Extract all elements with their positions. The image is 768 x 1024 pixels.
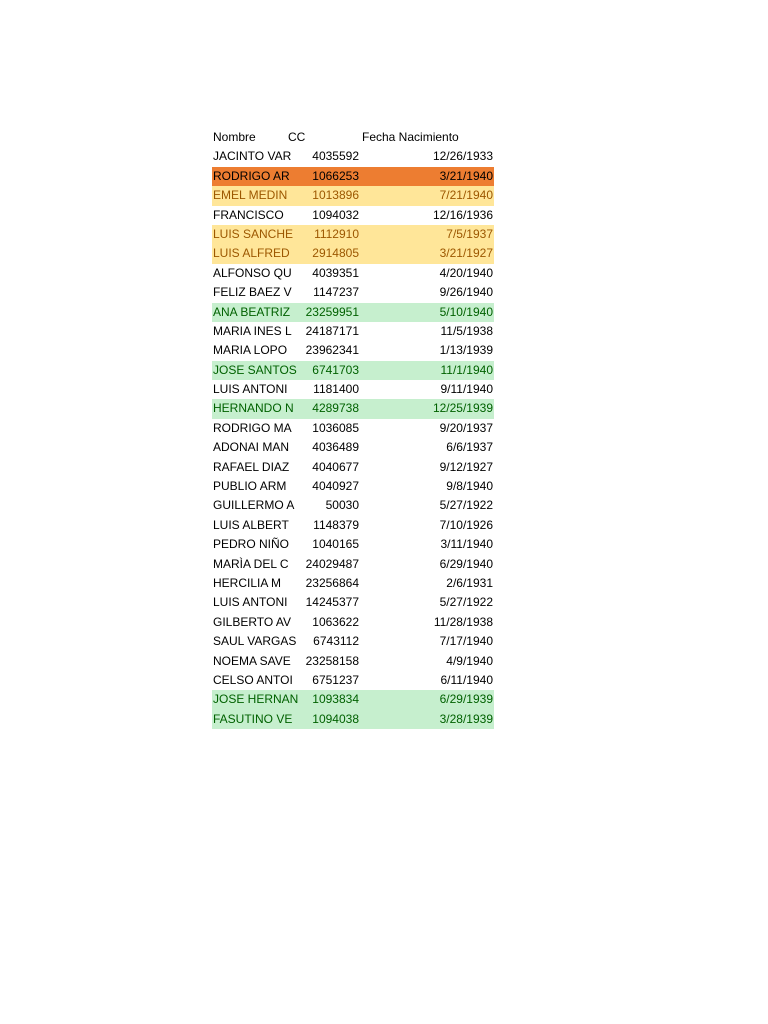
- header-row: [212, 128, 494, 147]
- cell-fecha-nacimiento[interactable]: 12/25/1939: [432, 401, 493, 416]
- table-row: [212, 652, 494, 671]
- table-row: [212, 303, 494, 322]
- table-row: [212, 535, 494, 554]
- cell-fecha-nacimiento[interactable]: 7/17/1940: [439, 634, 493, 649]
- cell-cc[interactable]: 4036489: [312, 440, 359, 455]
- cell-fecha-nacimiento[interactable]: 6/6/1937: [446, 440, 493, 455]
- table-row: [212, 593, 494, 612]
- cell-cc[interactable]: 6741703: [312, 362, 359, 377]
- cell-fecha-nacimiento[interactable]: 9/26/1940: [439, 285, 493, 300]
- table-row: [212, 710, 494, 729]
- table-row: [212, 283, 494, 302]
- cell-cc[interactable]: 4035592: [312, 149, 359, 164]
- cell-nombre[interactable]: ANA BEATRIZ: [213, 304, 291, 319]
- cell-cc[interactable]: 23962341: [305, 343, 359, 358]
- cell-nombre[interactable]: FASUTINO VE: [213, 711, 293, 726]
- table-row: [212, 613, 494, 632]
- cell-fecha-nacimiento[interactable]: 3/28/1939: [439, 711, 493, 726]
- cell-fecha-nacimiento[interactable]: 2/6/1931: [446, 575, 493, 590]
- cell-nombre[interactable]: HERCILIA M: [213, 575, 282, 590]
- cell-nombre[interactable]: NOEMA SAVE: [213, 653, 291, 668]
- table-row: [212, 244, 494, 263]
- cell-cc[interactable]: 23258158: [305, 653, 359, 668]
- cell-cc[interactable]: 6751237: [312, 672, 359, 687]
- table-row: [212, 399, 494, 418]
- spreadsheet-table: [212, 128, 494, 729]
- header-fecha-nacimiento[interactable]: Fecha Nacimiento: [362, 130, 459, 144]
- cell-nombre[interactable]: GUILLERMO A: [213, 498, 295, 513]
- cell-cc[interactable]: 4289738: [312, 401, 359, 416]
- cell-nombre[interactable]: RODRIGO AR: [213, 168, 290, 183]
- table-row: [212, 264, 494, 283]
- cell-nombre[interactable]: PUBLIO ARM: [213, 479, 287, 494]
- cell-cc[interactable]: 2914805: [312, 246, 359, 261]
- table-row: [212, 555, 494, 574]
- cell-fecha-nacimiento[interactable]: 7/21/1940: [439, 188, 493, 203]
- cell-nombre[interactable]: CELSO ANTOI: [213, 672, 293, 687]
- table-row: [212, 147, 494, 166]
- cell-nombre[interactable]: ADONAI MAN: [213, 440, 290, 455]
- cell-cc[interactable]: 1066253: [312, 168, 359, 183]
- cell-nombre[interactable]: LUIS SANCHE: [213, 226, 294, 241]
- table-row: [212, 341, 494, 360]
- cell-cc[interactable]: 1094038: [312, 711, 359, 726]
- cell-nombre[interactable]: ALFONSO QU: [213, 265, 292, 280]
- cell-fecha-nacimiento[interactable]: 5/27/1922: [439, 595, 493, 610]
- cell-nombre[interactable]: FELIZ BAEZ V: [213, 285, 292, 300]
- table-row: [212, 690, 494, 709]
- cell-fecha-nacimiento[interactable]: 11/28/1938: [433, 614, 493, 629]
- table-row: [212, 322, 494, 341]
- table-row: [212, 477, 494, 496]
- table-row: [212, 574, 494, 593]
- header-cc[interactable]: CC: [288, 130, 306, 144]
- cell-nombre[interactable]: LUIS ANTONI: [213, 382, 288, 397]
- cell-nombre[interactable]: MARIA LOPO: [213, 343, 288, 358]
- cell-nombre[interactable]: SAUL VARGAS: [213, 634, 297, 649]
- cell-cc[interactable]: 4039351: [312, 265, 359, 280]
- table-row: [212, 516, 494, 535]
- cell-cc[interactable]: 23259951: [305, 304, 359, 319]
- table-row: [212, 361, 494, 380]
- cell-nombre[interactable]: JOSE SANTOS: [213, 362, 297, 377]
- cell-fecha-nacimiento[interactable]: 9/12/1927: [439, 459, 493, 474]
- cell-fecha-nacimiento[interactable]: 3/21/1940: [439, 168, 493, 183]
- cell-fecha-nacimiento[interactable]: 11/1/1940: [440, 362, 493, 377]
- cell-fecha-nacimiento[interactable]: 9/8/1940: [446, 479, 493, 494]
- cell-cc[interactable]: 1036085: [312, 420, 359, 435]
- cell-cc[interactable]: 4040677: [312, 459, 359, 474]
- table-body: [212, 147, 494, 729]
- cell-cc[interactable]: 6743112: [313, 634, 359, 649]
- cell-fecha-nacimiento[interactable]: 5/27/1922: [439, 498, 493, 513]
- cell-cc[interactable]: 1148379: [313, 517, 359, 532]
- cell-nombre[interactable]: PEDRO NIÑO: [213, 537, 290, 552]
- cell-cc[interactable]: 23256864: [305, 575, 359, 590]
- table-row: [212, 167, 494, 186]
- cell-cc[interactable]: 1181400: [313, 382, 359, 397]
- cell-fecha-nacimiento[interactable]: 4/9/1940: [446, 653, 493, 668]
- cell-nombre[interactable]: LUIS ALBERT: [213, 517, 289, 532]
- header-nombre[interactable]: Nombre: [213, 130, 256, 144]
- cell-cc[interactable]: 1112910: [314, 226, 359, 241]
- cell-fecha-nacimiento[interactable]: 12/16/1936: [432, 207, 493, 222]
- cell-fecha-nacimiento[interactable]: 5/10/1940: [439, 304, 493, 319]
- table-row: [212, 458, 494, 477]
- cell-cc[interactable]: 4040927: [312, 479, 359, 494]
- cell-nombre[interactable]: FRANCISCO: [213, 207, 284, 222]
- cell-cc[interactable]: 50030: [325, 498, 359, 513]
- cell-fecha-nacimiento[interactable]: 1/13/1939: [439, 343, 493, 358]
- cell-cc[interactable]: 24029487: [305, 556, 359, 571]
- cell-nombre[interactable]: MARÌA DEL C: [213, 556, 289, 571]
- cell-cc[interactable]: 1147237: [313, 285, 359, 300]
- cell-cc[interactable]: 1094032: [312, 207, 359, 222]
- cell-nombre[interactable]: EMEL MEDIN: [213, 188, 288, 203]
- table-row: [212, 186, 494, 205]
- cell-nombre[interactable]: RAFAEL DIAZ: [213, 459, 290, 474]
- cell-fecha-nacimiento[interactable]: 9/11/1940: [440, 382, 493, 397]
- cell-fecha-nacimiento[interactable]: 12/26/1933: [432, 149, 493, 164]
- table-row: [212, 206, 494, 225]
- cell-cc[interactable]: 1040165: [312, 537, 359, 552]
- cell-nombre[interactable]: JOSE HERNAN: [213, 692, 299, 707]
- cell-fecha-nacimiento[interactable]: 11/5/1938: [440, 323, 493, 338]
- cell-fecha-nacimiento[interactable]: 4/20/1940: [439, 265, 493, 280]
- cell-nombre[interactable]: GILBERTO AV: [213, 614, 292, 629]
- table-row: [212, 438, 494, 457]
- cell-fecha-nacimiento[interactable]: 9/20/1937: [439, 420, 493, 435]
- cell-cc[interactable]: 24187171: [305, 323, 359, 338]
- table-row: [212, 496, 494, 515]
- cell-nombre[interactable]: JACINTO VAR: [213, 149, 292, 164]
- table-row: [212, 380, 494, 399]
- cell-cc[interactable]: 1063622: [312, 614, 359, 629]
- cell-fecha-nacimiento[interactable]: 3/21/1927: [439, 246, 493, 261]
- cell-fecha-nacimiento[interactable]: 7/5/1937: [446, 226, 493, 241]
- cell-fecha-nacimiento[interactable]: 3/11/1940: [440, 537, 493, 552]
- cell-nombre[interactable]: HERNANDO N: [213, 401, 294, 416]
- table-row: [212, 225, 494, 244]
- cell-fecha-nacimiento[interactable]: 6/11/1940: [440, 672, 493, 687]
- cell-fecha-nacimiento[interactable]: 7/10/1926: [439, 517, 493, 532]
- cell-cc[interactable]: 1013896: [312, 188, 359, 203]
- cell-fecha-nacimiento[interactable]: 6/29/1939: [439, 692, 493, 707]
- cell-cc[interactable]: 1093834: [312, 692, 359, 707]
- cell-cc[interactable]: 14245377: [305, 595, 359, 610]
- table-row: [212, 632, 494, 651]
- cell-nombre[interactable]: MARIA INES L: [213, 323, 292, 338]
- cell-nombre[interactable]: LUIS ANTONI: [213, 595, 288, 610]
- cell-fecha-nacimiento[interactable]: 6/29/1940: [439, 556, 493, 571]
- cell-nombre[interactable]: LUIS ALFRED: [213, 246, 290, 261]
- table-row: [212, 671, 494, 690]
- table-row: [212, 419, 494, 438]
- cell-nombre[interactable]: RODRIGO MA: [213, 420, 292, 435]
